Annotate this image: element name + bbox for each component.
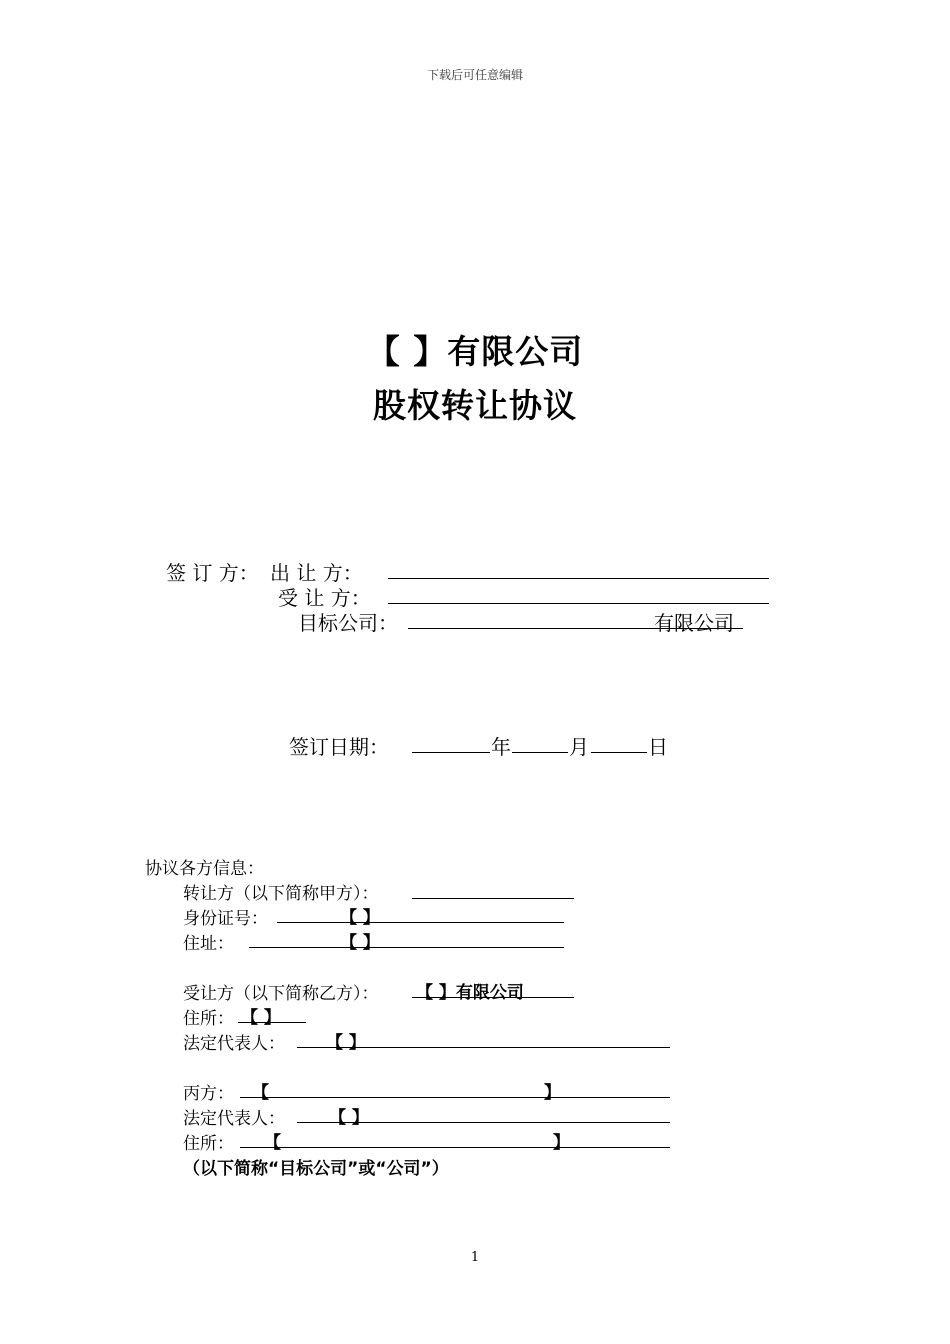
- party-c-residence-label: 住所：: [183, 1134, 234, 1154]
- month-label: 月: [569, 735, 589, 759]
- party-c-open-bracket: 【: [252, 1083, 269, 1103]
- page-number: 1: [470, 1250, 480, 1265]
- day-blank-line: [591, 752, 647, 753]
- party-b-residence-bracket: 【 】: [241, 1008, 281, 1028]
- transferor-label: 出 让 方：: [270, 561, 363, 585]
- party-b-value: 【 】有限公司: [416, 983, 524, 1003]
- parties-info-heading: 协议各方信息：: [145, 859, 264, 879]
- party-b-rep-bracket: 【 】: [326, 1033, 366, 1053]
- target-company-label: 目标公司：: [298, 611, 398, 635]
- party-b-rep-label: 法定代表人：: [183, 1034, 285, 1054]
- party-b-label: 受让方（以下简称乙方）：: [183, 984, 379, 1004]
- day-label: 日: [648, 735, 668, 759]
- id-number-blank-line: [277, 922, 564, 923]
- party-c-rep-bracket: 【 】: [329, 1108, 369, 1128]
- party-c-note: （以下简称“目标公司”或“公司”）: [183, 1159, 449, 1179]
- transferor-blank-line: [388, 578, 769, 579]
- id-number-label: 身份证号：: [183, 909, 268, 929]
- party-c-blank-line: [240, 1097, 670, 1098]
- agreement-title: 股权转让协议: [373, 386, 577, 425]
- header-note: 下载后可任意编辑: [426, 68, 523, 82]
- id-number-bracket: 【 】: [340, 908, 380, 928]
- transferee-blank-line: [388, 603, 769, 604]
- company-title: 【 】有限公司: [366, 332, 584, 371]
- party-c-close-bracket: 】: [544, 1083, 561, 1103]
- signers-label: 签 订 方：: [166, 561, 259, 585]
- address-blank-line: [249, 947, 564, 948]
- party-b-residence-label: 住所：: [183, 1009, 234, 1029]
- signing-date-label: 签订日期：: [289, 735, 389, 759]
- address-bracket: 【 】: [340, 933, 380, 953]
- month-blank-line: [512, 752, 568, 753]
- target-company-suffix: 有限公司: [654, 611, 734, 635]
- party-c-label: 丙方：: [183, 1084, 234, 1104]
- party-a-label: 转让方（以下简称甲方）：: [183, 884, 379, 904]
- transferee-label: 受 让 方：: [278, 586, 371, 610]
- address-label: 住址：: [183, 934, 234, 954]
- year-label: 年: [491, 735, 511, 759]
- party-c-residence-close-bracket: 】: [553, 1133, 570, 1153]
- party-a-blank-line: [412, 898, 574, 899]
- year-blank-line: [412, 752, 490, 753]
- party-c-residence-open-bracket: 【: [264, 1133, 281, 1153]
- party-c-rep-label: 法定代表人：: [183, 1109, 285, 1129]
- party-c-residence-blank-line: [240, 1147, 670, 1148]
